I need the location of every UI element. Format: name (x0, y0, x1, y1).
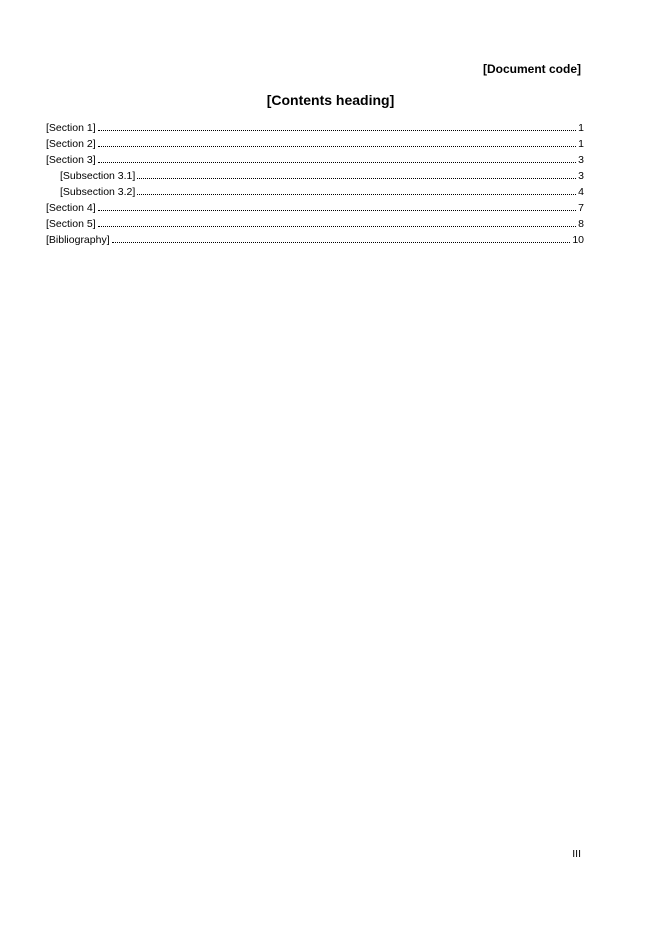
toc-item[interactable] (46, 200, 584, 216)
toc-item[interactable] (46, 184, 584, 200)
toc-item[interactable] (46, 120, 584, 136)
toc-leader-dots (112, 242, 571, 243)
toc-item[interactable] (46, 136, 584, 152)
toc-item[interactable] (46, 152, 584, 168)
toc-item[interactable] (46, 216, 584, 232)
page-number: III (572, 848, 581, 860)
toc-item-text: [Section 3] (46, 154, 96, 166)
toc-item-page: 3 (578, 154, 584, 166)
toc-item-text: [Section 1] (46, 122, 96, 134)
toc-item-page: 10 (572, 234, 584, 246)
toc-item-page: 4 (578, 186, 584, 198)
toc-item[interactable] (46, 232, 584, 248)
toc-item-page: 3 (578, 170, 584, 182)
toc-title: [Contents heading] (266, 92, 395, 108)
toc-leader-dots (137, 178, 576, 179)
toc-leader-dots (137, 194, 576, 195)
toc-item-text: [Subsection 3.1] (60, 170, 136, 182)
document-code: [Document code] (482, 62, 581, 76)
toc-item[interactable] (46, 168, 584, 184)
toc-leader-dots (98, 226, 577, 227)
toc-item-text: [Bibliography] (46, 234, 110, 246)
toc-item-page: 1 (578, 138, 584, 150)
table-of-contents (46, 120, 584, 248)
toc-leader-dots (98, 162, 577, 163)
toc-leader-dots (98, 146, 577, 147)
toc-item-page: 8 (578, 218, 584, 230)
toc-item-text: [Section 5] (46, 218, 96, 230)
toc-leader-dots (98, 130, 577, 131)
toc-item-page: 1 (578, 122, 584, 134)
toc-item-text: [Section 4] (46, 202, 96, 214)
toc-item-text: [Section 2] (46, 138, 96, 150)
toc-item-page: 7 (578, 202, 584, 214)
toc-leader-dots (98, 210, 577, 211)
toc-item-text: [Subsection 3.2] (60, 186, 136, 198)
